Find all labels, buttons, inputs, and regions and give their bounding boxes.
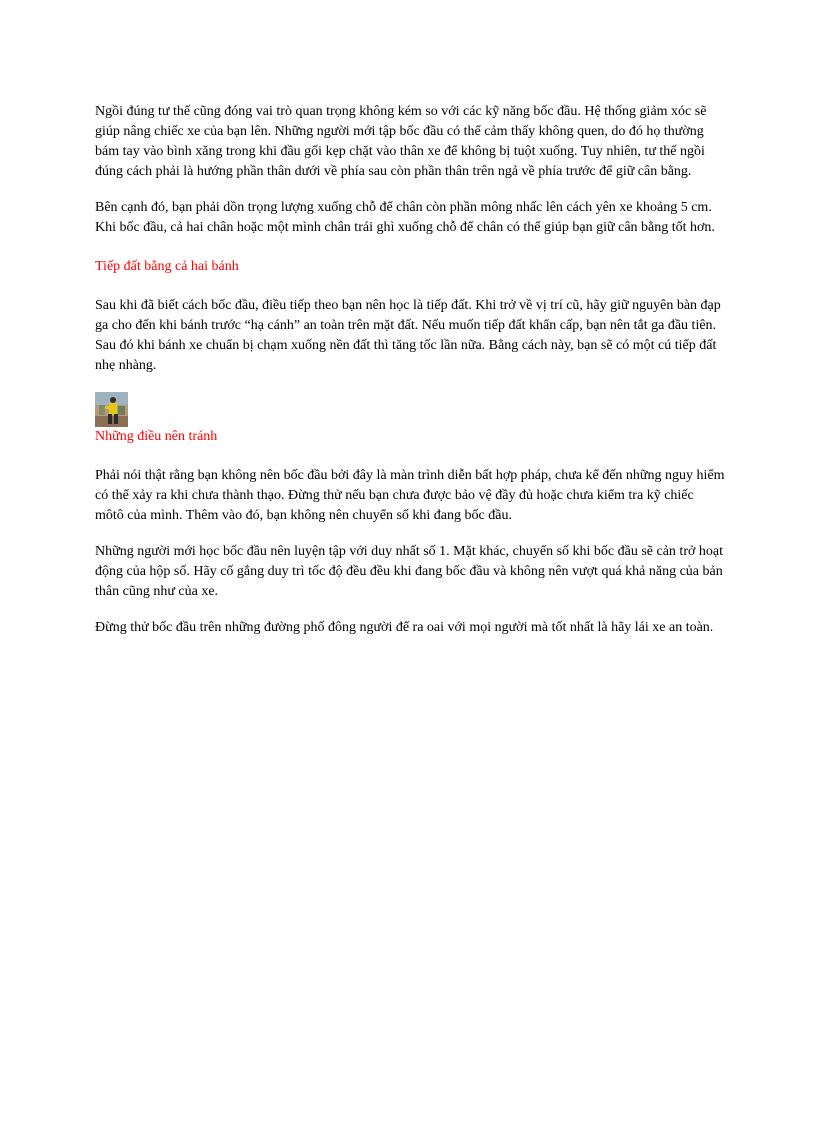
heading-landing: Tiếp đất bằng cả hai bánh	[95, 259, 239, 274]
paragraph-first-gear: Những người mới học bốc đầu nên luyện tập với duy nhất số 1. Mặt khác, chuyển số khi bốc đầu sẽ cản trở hoạt động của hộp số. Hãy cố gắng duy trì tốc độ đều đều khi đang bốc đầu và không nên vượt quá khả năng của bản thân cũng như của xe.	[95, 544, 723, 599]
paragraph-sitting-posture: Ngồi đúng tư thế cũng đóng vai trò quan trọng không kém so với các kỹ năng bốc đầu. Hệ thống giảm xóc sẽ giúp nâng chiếc xe của bạn lên. Những người mới tập bốc đầu có thể cảm thấy không quen, do đó họ thường bám tay vào bình xăng trong khi đầu gối kẹp chặt vào thân xe để không bị tuột xuống. Tuy nhiên, tư thế ngồi đúng cách phải là hướng phần thân dưới về phía sau còn phần thân trên ngả về phía trước để giữ cân bằng.	[95, 104, 707, 179]
paragraph-safe-driving: Đừng thử bốc đầu trên những đường phố đông người để ra oai với mọi người mà tốt nhất là hãy lái xe an toàn.	[95, 620, 714, 635]
paragraph-landing: Sau khi đã biết cách bốc đầu, điều tiếp theo bạn nên học là tiếp đất. Khi trở về vị trí cũ, hãy giữ nguyên bàn đạp ga cho đến khi bánh trước “hạ cánh” an toàn trên mặt đất. Nếu muốn tiếp đất khẩn cấp, bạn nên tắt ga đầu tiên. Sau đó khi bánh xe chuẩn bị chạm xuống nền đất thì tăng tốc lần nữa. Bằng cách này, bạn sẽ có một cú tiếp đất nhẹ nhàng.	[95, 298, 721, 373]
heading-things-to-avoid: Những điều nên tránh	[95, 429, 218, 444]
document-page	[95, 102, 725, 638]
paragraph-weight-distribution: Bên cạnh đó, bạn phải dồn trọng lượng xuống chỗ để chân còn phần mông nhấc lên cách yên xe khoảng 5 cm. Khi bốc đầu, cả hai chân hoặc một mình chân trái ghì xuống chỗ để chân có thể giúp bạn giữ cân bằng tốt hơn.	[95, 200, 715, 235]
rider-thumbnail-image	[95, 392, 128, 427]
paragraph-avoid-illegal: Phải nói thật rằng bạn không nên bốc đầu bởi đây là màn trình diễn bất hợp pháp, chưa kể đến những nguy hiểm có thể xảy ra khi chưa thành thạo. Đừng thử nếu bạn chưa được bảo vệ đầy đủ hoặc chưa kiểm tra kỹ chiếc môtô của mình. Thêm vào đó, bạn không nên chuyển số khi đang bốc đầu.	[95, 468, 725, 523]
